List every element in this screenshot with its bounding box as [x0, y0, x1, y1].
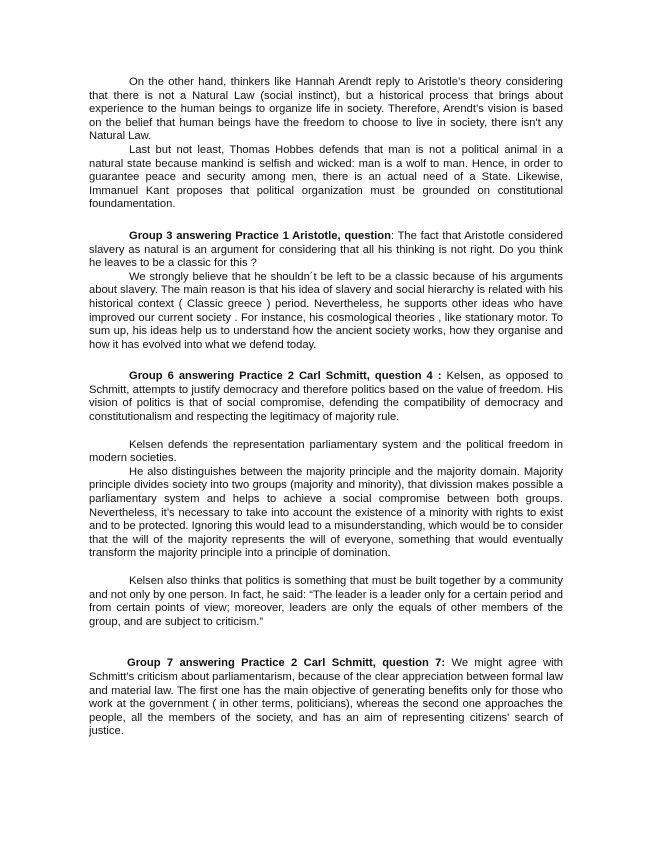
group-6-paragraph-4: Kelsen also thinks that politics is something that must be built together by a community and not only by one person. In fact, he said: “The leader is a leader only for a certain period and from certain points of view; moreover, leaders are only the equals of other members of the group, and are subject to criticism.”: [89, 575, 563, 628]
document-page: [89, 76, 563, 739]
paragraph-hobbes: Last but not least, Thomas Hobbes defends that man is not a political animal in a natural state because mankind is selfish and wicked: man is a wolf to man. Hence, in order to guarantee peace and security among men, there is an actual need of a State. Likewise, Immanuel Kant proposes that political organization must be grounded on constitutional foundamentation.: [89, 143, 563, 211]
group-6-paragraph-3: He also distinguishes between the majority principle and the majority domain. Majority principle divides society into two groups (majority and minority), that divission makes possible a parliamentary system and helps to achieve a social compromise between both groups. Nevertheless, it’s necessary to take into account the existence of a minority with rights to exist and to be protected. Ignoring this would lead to a misunderstanding, which would be to consider that the will of the majority represents the will of everyone, something that would eventually transform the majority principle into a principle of domination.: [89, 465, 563, 560]
group-3-answer: We strongly believe that he shouldn´t be left to be a classic because of his arguments about slavery. The main reason is that his idea of slavery and social hierarchy is related with his historical context ( Classic greece ) period. Nevertheless, he supports other ideas who have improved our current society . For instance, his cosmological theories , like stationary motor. To sum up, his ideas help us to understand how the ancient society works, how they organise and how it has evolved into what we defend today.: [89, 270, 563, 351]
group-6-heading: Group 6 answering Practice 2 Carl Schmitt, question 4 :: [129, 370, 442, 383]
section-group-6: [89, 370, 563, 424]
group-6-paragraph-2: Kelsen defends the representation parliamentary system and the political freedom in modern societies.: [89, 438, 563, 465]
section-group-3: [89, 230, 563, 271]
group-7-heading: Group 7 answering Practice 2 Carl Schmitt, question 7:: [127, 657, 446, 670]
paragraph-arendt: On the other hand, thinkers like Hannah Arendt reply to Aristotle’s theory considering that there is not a Natural Law (social instinct), but a historical process that brings about experience to the human beings to organize life in society. Therefore, Arendt’s vision is based on the belief that human beings have the freedom to choose to live in society, there isn't any Natural Law.: [89, 76, 563, 143]
group-7-body: We might agree with Schmitt’s criticism about parliamentarism, because of the clear appreciation between formal law and material law. The first one has the main objective of generating benefits only for those who work at the government ( in other terms, politicians), whereas the second one approaches the people, all the members of the society, and has an aim of representing citizens' search of justice.: [89, 657, 563, 738]
group-3-heading: Group 3 answering Practice 1 Aristotle, question: [129, 229, 391, 242]
section-group-7: [89, 657, 563, 739]
group-6-body: Kelsen, as opposed to Schmitt, attempts to justify democracy and therefore politics based on the value of freedom. His vision of politics is that of social compromise, defending the compatibility of democracy and constitutionalism and respecting the legitimacy of majority rule.: [89, 370, 563, 424]
group-3-question: : The fact that Aristotle considered slavery as natural is an argument for considering that all his thinking is not right. Do you think he leaves to be a classic for this ?: [89, 229, 563, 270]
